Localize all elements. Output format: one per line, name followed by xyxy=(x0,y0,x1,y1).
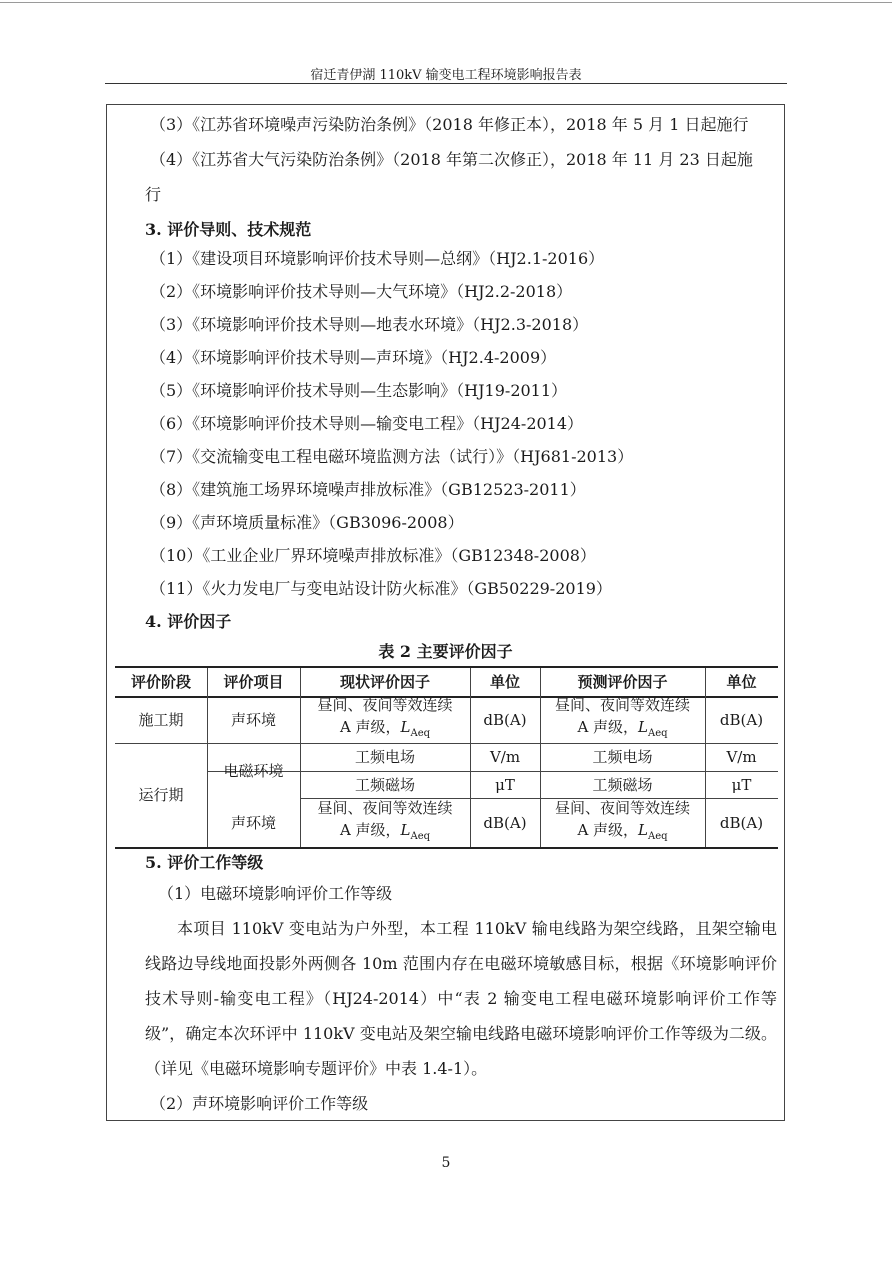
top-edge-rule xyxy=(0,2,892,3)
factor-text: A 声级， xyxy=(577,718,639,736)
factor-line: 昼间、夜间等效连续 xyxy=(554,799,690,817)
regulation-item: （3）《江苏省环境噪声污染防治条例》（2018 年修正本），2018 年 5 月 1 日起施行 xyxy=(150,115,749,134)
factor-line xyxy=(577,716,667,745)
body-paragraph: 本项目 110kV 变电站为户外型，本工程 110kV 输电线路为架空线路，且架空输电线路边导线地面投影外两侧各 10m 范围内存在电磁环境敏感目标，根据《环境影响评价技术导则-输变电工程》（HJ24-2014）中“表 2 输变电工程电磁环境影响评价工作等级”，确定本次环评中 110kV 变电站及架空输电线路电磁环境影响评价工作等级为二级。（详见《电磁环境影响专题评价》中表 1.4-1）。 xyxy=(145,919,777,1078)
list-item: （7）《交流输变电工程电磁环境监测方法（试行）》（HJ681-2013） xyxy=(150,447,634,466)
table-cell-factor: 工频磁场 xyxy=(354,775,415,794)
table-cell-unit: dB(A) xyxy=(719,813,764,832)
list-item: （9）《声环境质量标准》（GB3096-2008） xyxy=(150,513,464,532)
table-cell-stage: 施工期 xyxy=(138,710,184,729)
list-item: （5）《环境影响评价技术导则—生态影响》（HJ19-2011） xyxy=(150,381,568,400)
table-cell-factor xyxy=(540,798,705,847)
subsection-heading: （2）声环境影响评价工作等级 xyxy=(150,1094,369,1113)
factor-line: 昼间、夜间等效连续 xyxy=(554,696,690,714)
header-rule xyxy=(105,83,787,84)
table-cell-unit: dB(A) xyxy=(719,710,764,729)
factor-text: A 声级， xyxy=(339,718,401,736)
column-header: 评价阶段 xyxy=(130,673,191,691)
section-heading: 4. 评价因子 xyxy=(145,612,232,631)
section-heading: 5. 评价工作等级 xyxy=(145,853,264,872)
table-caption: 表 2 主要评价因子 xyxy=(378,642,513,661)
factor-line xyxy=(340,716,430,745)
list-item: （3）《环境影响评价技术导则—地表水环境》（HJ2.3-2018） xyxy=(150,315,589,334)
list-item: （10）《工业企业厂界环境噪声排放标准》（GB12348-2008） xyxy=(150,546,596,565)
table-cell-item: 电磁环境 xyxy=(223,761,284,780)
factor-subscript: Aeq xyxy=(648,831,668,842)
factor-text: A 声级， xyxy=(339,821,401,839)
factor-text: A 声级， xyxy=(577,821,639,839)
section-heading: 3. 评价导则、技术规范 xyxy=(145,220,312,239)
table-cell-unit: dB(A) xyxy=(483,813,527,832)
factor-subscript: Aeq xyxy=(410,831,431,842)
factor-subscript: Aeq xyxy=(648,728,668,739)
page-number: 5 xyxy=(441,1155,451,1171)
list-item: （8）《建筑施工场界环境噪声排放标准》（GB12523-2011） xyxy=(150,480,586,499)
column-header: 预测评价因子 xyxy=(577,673,668,691)
subsection-heading: （1）电磁环境影响评价工作等级 xyxy=(158,884,393,903)
table-cell-factor xyxy=(300,696,470,743)
running-header: 宿迁青伊湖 110kV 输变电工程环境影响报告表 xyxy=(310,68,582,83)
table-cell-item: 声环境 xyxy=(230,813,276,832)
table-cell-stage: 运行期 xyxy=(138,786,184,804)
column-header: 评价项目 xyxy=(223,673,284,691)
table-cell-factor: 工频磁场 xyxy=(592,775,653,794)
list-item: （6）《环境影响评价技术导则—输变电工程》（HJ24-2014） xyxy=(150,414,584,433)
table-cell-unit: V/m xyxy=(726,748,757,766)
factor-symbol: L xyxy=(400,821,411,839)
factor-line xyxy=(577,819,667,848)
list-item: （11）《火力发电厂与变电站设计防火标准》（GB50229-2019） xyxy=(150,579,612,598)
evaluation-factors-table xyxy=(115,666,778,849)
table-cell-factor: 工频电场 xyxy=(592,748,653,766)
table-cell-factor xyxy=(300,798,470,847)
column-header: 单位 xyxy=(489,673,520,691)
factor-subscript: Aeq xyxy=(410,728,431,739)
factor-symbol: L xyxy=(400,718,411,736)
column-header: 现状评价因子 xyxy=(339,673,430,691)
table-cell-unit: dB(A) xyxy=(483,710,527,729)
column-header: 单位 xyxy=(726,673,757,691)
factor-line: 昼间、夜间等效连续 xyxy=(317,799,453,817)
factor-line: 昼间、夜间等效连续 xyxy=(317,696,453,714)
list-item: （4）《环境影响评价技术导则—声环境》（HJ2.4-2009） xyxy=(150,348,557,367)
table-cell-factor: 工频电场 xyxy=(354,748,415,766)
factor-line xyxy=(340,819,430,848)
regulation-item-wrap: 行 xyxy=(145,185,162,204)
factor-symbol: L xyxy=(638,821,649,839)
table-cell-unit: V/m xyxy=(489,748,521,766)
list-item: （2）《环境影响评价技术导则—大气环境》（HJ2.2-2018） xyxy=(150,282,573,301)
table-cell-unit: μT xyxy=(495,775,515,794)
table-cell-unit: μT xyxy=(731,775,752,794)
list-item: （1）《建设项目环境影响评价技术导则—总纲》（HJ2.1-2016） xyxy=(150,249,605,268)
table-cell-factor xyxy=(540,696,705,743)
regulation-item: （4）《江苏省大气污染防治条例》（2018 年第二次修正），2018 年 11 月 23 日起施 xyxy=(150,150,753,169)
factor-symbol: L xyxy=(638,718,649,736)
table-cell-item: 声环境 xyxy=(230,710,276,729)
